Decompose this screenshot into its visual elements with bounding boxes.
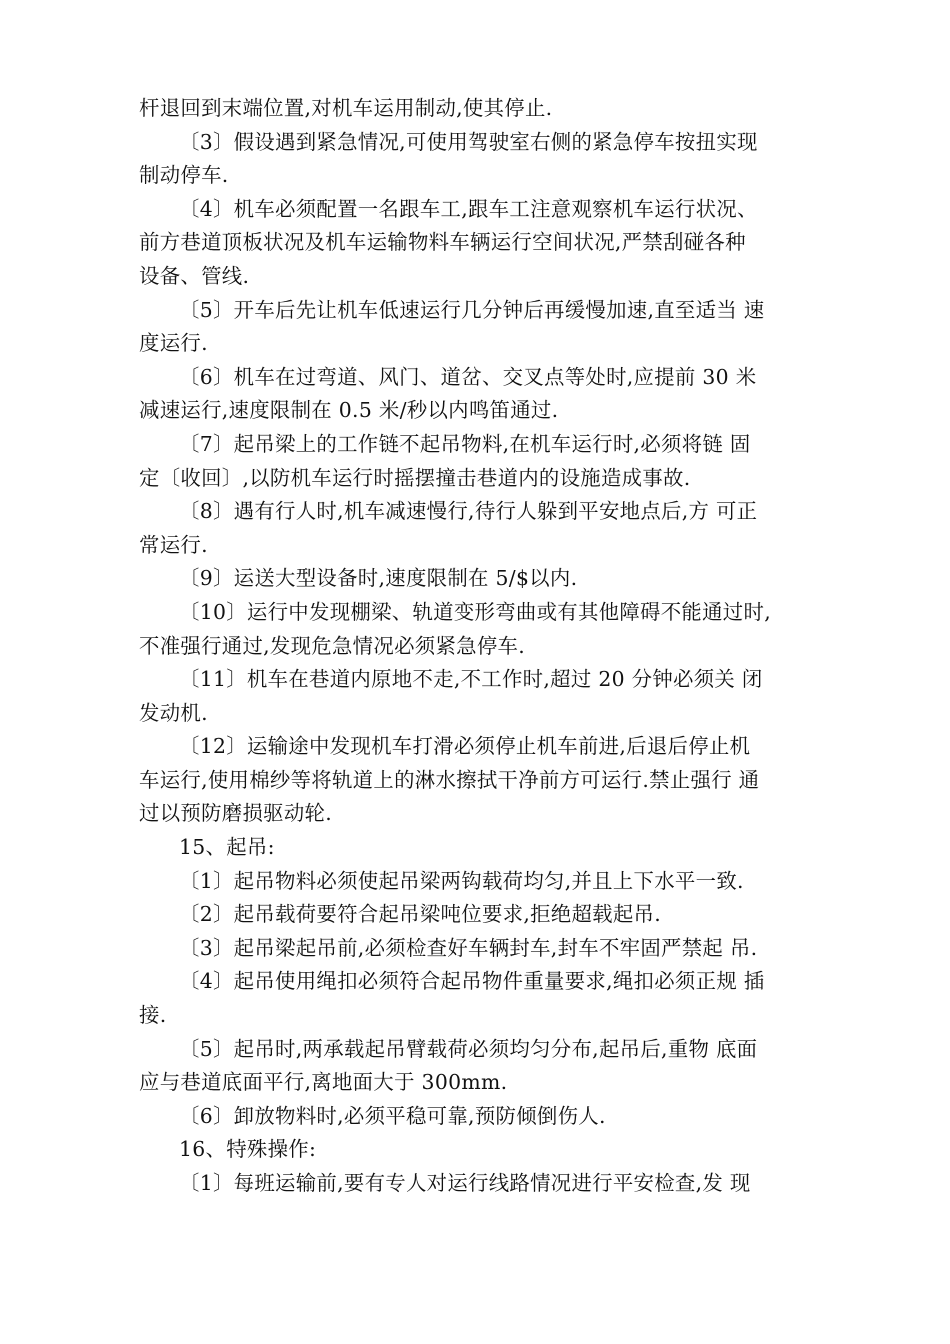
text-line: 〔4〕机车必须配置一名跟车工,跟车工注意观察机车运行状况、	[179, 196, 758, 221]
text-line: 〔7〕起吊梁上的工作链不起吊物料,在机车运行时,必须将链 固	[179, 431, 751, 456]
text-line: 应与巷道底面平行,离地面大于 300mm.	[139, 1070, 508, 1095]
text-line: 〔12〕运输途中发现机车打滑必须停止机车前进,后退后停止机	[179, 734, 751, 759]
text-line: 过以预防磨损驱动轮.	[139, 801, 332, 826]
paragraph	[139, 193, 829, 294]
text-line: 〔4〕起吊使用绳扣必须符合起吊物件重量要求,绳扣必须正规 插	[179, 969, 765, 994]
text-line: 车运行,使用棉纱等将轨道上的淋水擦拭干净前方可运行.禁止强行 通	[139, 767, 760, 792]
paragraph	[139, 428, 829, 495]
paragraph	[139, 562, 829, 596]
paragraph	[139, 831, 829, 865]
text-line: 前方巷道顶板状况及机车运输物料车辆运行空间状况,严禁刮碰各种	[139, 230, 746, 255]
document-body	[139, 92, 829, 1201]
paragraph	[139, 495, 829, 562]
text-line: 杆退回到末端位置,对机车运用制动,使其停止.	[139, 96, 553, 120]
paragraph	[139, 730, 829, 831]
text-line: 设备、管线.	[139, 263, 250, 288]
paragraph	[139, 1167, 829, 1201]
paragraph	[139, 92, 829, 126]
paragraph	[139, 126, 829, 193]
paragraph	[139, 898, 829, 932]
text-line: 〔3〕假设遇到紧急情况,可使用驾驶室右侧的紧急停车按扭实现	[179, 129, 758, 154]
text-line: 〔10〕运行中发现棚梁、轨道变形弯曲或有其他障碍不能通过时,	[179, 599, 771, 624]
paragraph	[139, 1133, 829, 1167]
text-line: 〔6〕卸放物料时,必须平稳可靠,预防倾倒伤人.	[179, 1103, 606, 1128]
text-line: 发动机.	[139, 700, 208, 725]
text-line: 制动停车.	[139, 163, 229, 188]
text-line: 〔5〕开车后先让机车低速运行几分钟后再缓慢加速,直至适当 速	[179, 297, 765, 322]
text-line: 不准强行通过,发现危急情况必须紧急停车.	[139, 633, 525, 658]
paragraph	[139, 663, 829, 730]
text-line: 〔1〕起吊物料必须使起吊梁两钩载荷均匀,并且上下水平一致.	[179, 868, 744, 893]
paragraph	[139, 965, 829, 1032]
text-line: 度运行.	[139, 331, 208, 356]
text-line: 〔1〕每班运输前,要有专人对运行线路情况进行平安检查,发 现	[179, 1171, 751, 1195]
paragraph	[139, 596, 829, 663]
paragraph	[139, 1100, 829, 1134]
text-line: 15、起吊:	[179, 835, 275, 860]
text-line: 常运行.	[139, 532, 208, 557]
text-line: 〔9〕运送大型设备时,速度限制在 5/$以内.	[179, 566, 578, 591]
text-line: 〔5〕起吊时,两承载起吊臂载荷必须均匀分布,起吊后,重物 底面	[179, 1036, 758, 1061]
paragraph	[139, 1033, 829, 1100]
paragraph	[139, 865, 829, 899]
text-line: 16、特殊操作:	[179, 1137, 317, 1162]
paragraph	[139, 932, 829, 966]
text-line: 定〔收回〕,以防机车运行时摇摆撞击巷道内的设施造成事故.	[139, 465, 691, 490]
text-line: 减速运行,速度限制在 0.5 米/秒以内鸣笛通过.	[139, 398, 559, 423]
text-line: 〔11〕机车在巷道内原地不走,不工作时,超过 20 分钟必须关 闭	[179, 667, 763, 692]
paragraph	[139, 361, 829, 428]
text-line: 〔8〕遇有行人时,机车减速慢行,待行人躲到平安地点后,方 可正	[179, 499, 758, 524]
text-line: 〔3〕起吊梁起吊前,必须检查好车辆封车,封车不牢固严禁起 吊.	[179, 935, 758, 960]
text-line: 〔2〕起吊载荷要符合起吊梁吨位要求,拒绝超载起吊.	[179, 902, 662, 927]
text-line: 接.	[139, 1003, 167, 1028]
paragraph	[139, 294, 829, 361]
text-line: 〔6〕机车在过弯道、风门、道岔、交叉点等处时,应提前 30 米	[179, 364, 757, 389]
